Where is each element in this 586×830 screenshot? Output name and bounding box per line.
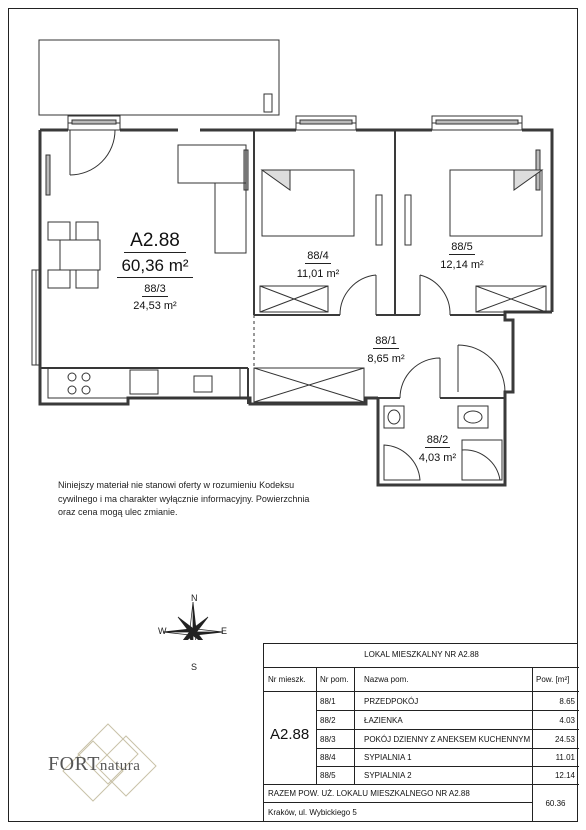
unit-code: A2.88: [270, 726, 310, 743]
living-room-number: 88/3: [144, 283, 166, 295]
bathroom-number: 88/2: [426, 434, 449, 446]
table-row-name: ŁAZIENKA: [364, 716, 403, 725]
balcony-drain: [264, 94, 272, 112]
header-room-name: Nazwa pom.: [364, 675, 409, 684]
logo-natura: natura: [99, 758, 141, 774]
table-row-name: SYPIALNIA 2: [364, 771, 412, 780]
table-row-area: 4.03: [559, 716, 575, 725]
table-row-number: 88/2: [320, 716, 336, 725]
apartment-area: 60,36 m²: [117, 255, 192, 278]
apartment-label-block: [100, 230, 210, 313]
logo-fort: FORT: [48, 753, 100, 775]
header-unit: Nr mieszk.: [268, 675, 306, 684]
header-area: Pow. [m²]: [536, 675, 570, 684]
address: Kraków, ul. Wybickiego 5: [268, 808, 357, 817]
hall-label: [346, 331, 426, 366]
compass-east: E: [221, 626, 228, 636]
table-row-name: PRZEDPOKÓJ: [364, 697, 419, 706]
table-row-name: POKÓJ DZIENNY Z ANEKSEM KUCHENNYM: [364, 735, 531, 744]
disclaimer-text: [58, 479, 328, 520]
compass-rose: [163, 602, 223, 640]
header-room-number: Nr pom.: [320, 675, 349, 684]
disclaimer-line: Niniejszy materiał nie stanowi oferty w rozumieniu Kodeksu: [58, 480, 295, 490]
bedroom1-number: 88/4: [307, 250, 329, 262]
bedroom2-label: [422, 237, 502, 272]
bedroom2-area: 12,14 m²: [440, 259, 484, 271]
disclaimer-line: cywilnego i ma charakter wyłącznie informacyjny. Powierzchnia: [58, 493, 310, 504]
apartment-code: A2.88: [124, 230, 186, 253]
compass-west: W: [158, 626, 167, 636]
table-row-name: SYPIALNIA 1: [364, 753, 412, 762]
bedroom2-number: 88/5: [451, 241, 473, 253]
table-row-number: 88/5: [320, 771, 336, 780]
bathroom-area: 4,03 m²: [418, 452, 457, 464]
logo-text: [48, 753, 140, 776]
total-label: RAZEM POW. UŻ. LOKALU MIESZKALNEGO NR A2.88: [268, 789, 470, 798]
table-row-number: 88/3: [320, 735, 336, 744]
hall-number: 88/1: [375, 335, 397, 347]
compass-south: S: [191, 662, 198, 672]
table-row-number: 88/1: [320, 697, 336, 706]
table-row-area: 11.01: [555, 753, 575, 762]
disclaimer-line: oraz cena mogą ulec zmianie.: [58, 507, 178, 517]
table-row-area: 12.14: [554, 771, 575, 780]
hall-area: 8,65 m²: [367, 353, 405, 365]
bedroom1-label: [278, 246, 358, 281]
bedroom1-area: 11,01 m²: [296, 268, 340, 280]
compass-north: N: [191, 593, 198, 603]
total-value: 60.36: [545, 799, 566, 808]
table-row-area: 24.53: [554, 735, 575, 744]
bathroom-label: [400, 430, 475, 465]
table-row-number: 88/4: [320, 753, 336, 762]
apartment-table: [263, 643, 578, 822]
balcony: [39, 40, 279, 115]
living-room-area: 24,53 m²: [133, 300, 177, 312]
table-row-area: 8.65: [559, 697, 575, 706]
table-title: LOKAL MIESZKALNY NR A2.88: [364, 650, 479, 659]
